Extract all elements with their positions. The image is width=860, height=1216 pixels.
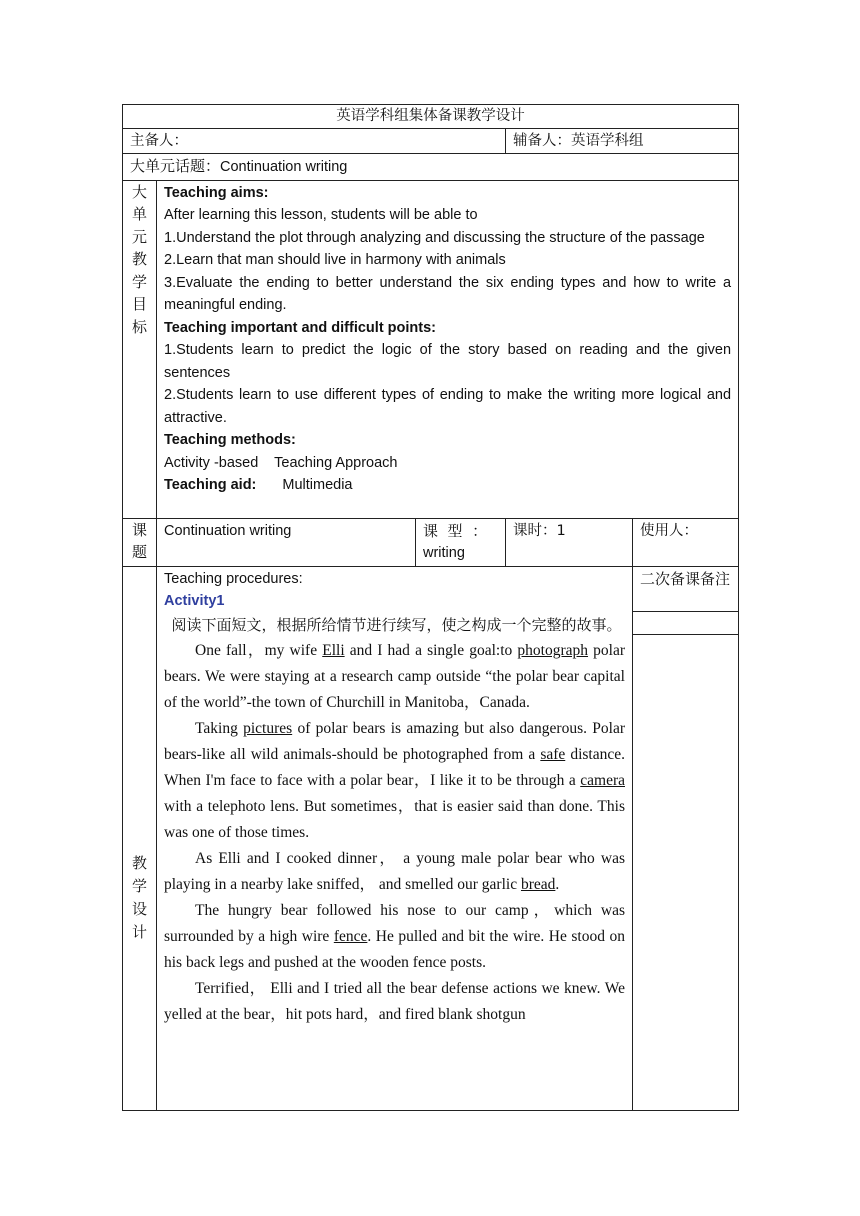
aims-intro: After learning this lesson, students will be able to	[164, 207, 478, 223]
story-paragraph-4	[164, 898, 625, 976]
story-text: The hungry bear followed his nose to our camp，which was surrounded by a high wire	[164, 901, 625, 945]
story-text: and I had a single goal:to	[344, 641, 518, 659]
story-text: .	[555, 875, 560, 893]
underlined-word: fence	[333, 927, 368, 945]
aims-heading: Teaching aims:	[164, 184, 269, 201]
lesson-topic-value: Continuation writing	[157, 518, 416, 566]
aid-heading: Teaching aid:	[164, 477, 257, 493]
side-char: 计	[131, 923, 147, 941]
lesson-plan-table	[122, 104, 739, 1111]
story-text: with a telephoto lens. But sometimes，that is easier said than done. This was one of those times.	[164, 797, 625, 841]
underlined-word: photograph	[517, 641, 589, 659]
lesson-user-cell: 使用人：	[633, 518, 739, 566]
side-char: 标	[131, 317, 147, 336]
story-paragraph-3	[164, 846, 625, 898]
activity-instruction: 阅读下面短文，根据所给情节进行续写，使之构成一个完整的故事。	[171, 615, 622, 634]
story-text: . He pulled and bit the wire. He stood on his back legs and pushed at the wooden fence posts.	[164, 927, 625, 971]
story-text: As Elli and I cooked dinner， a young male polar bear who was playing in a nearby lake sniffed， and smelled our garlic	[164, 849, 625, 893]
lead-preparer-cell: 主备人：	[123, 128, 506, 154]
side-char: 设	[131, 900, 147, 918]
aim-item: 1.Understand the plot through analyzing and discussing the structure of the passage	[164, 229, 705, 246]
story-paragraph-5: Terrified， Elli and I tried all the bear defense actions we knew. We yelled at the bear，hit pots hard，and fired blank shotgun	[164, 979, 625, 1023]
lesson-period-cell: 课时：1	[506, 518, 633, 566]
underlined-word: Elli	[322, 641, 345, 659]
points-heading: Teaching important and difficult points:	[164, 319, 436, 336]
side-char: 单	[131, 205, 147, 223]
design-side-label	[123, 566, 157, 1110]
lesson-topic-side-label	[123, 518, 157, 566]
story-text: One fall，my wife	[195, 641, 323, 659]
side-char: 学	[131, 877, 147, 895]
side-char: 课	[131, 520, 147, 539]
lesson-type-cell	[416, 518, 506, 566]
aim-item: 3.Evaluate the ending to better understand the six ending types and how to write a meaningful ending.	[164, 274, 732, 313]
side-char: 元	[131, 227, 147, 246]
design-content	[157, 566, 633, 1110]
side-char: 学	[131, 272, 147, 291]
side-char: 大	[131, 182, 147, 201]
procedures-label: Teaching procedures:	[164, 570, 303, 587]
second-prep-label: 二次备课备注	[633, 567, 738, 612]
underlined-word: pictures	[243, 719, 293, 737]
aid-line	[164, 474, 731, 497]
side-char: 目	[131, 295, 147, 313]
point-item: 2.Students learn to use different types of ending to make the writing more logical and attractive.	[164, 387, 732, 426]
underlined-word: safe	[540, 745, 566, 763]
unit-topic-value: Continuation writing	[220, 159, 348, 175]
story-text: Taking	[195, 719, 244, 737]
lesson-type-value: writing	[423, 545, 465, 561]
unit-aims-side-label	[123, 180, 157, 518]
lesson-type-label: 课 型 ：	[423, 521, 488, 540]
side-char: 题	[131, 543, 147, 561]
assistant-preparer-cell: 辅备人：英语学科组	[506, 128, 739, 154]
side-char: 教	[131, 250, 147, 268]
aim-item: 2.Learn that man should live in harmony with animals	[164, 252, 506, 268]
plan-title: 英语学科组集体备课教学设计	[123, 105, 739, 129]
unit-aims-content	[157, 180, 739, 518]
second-prep-divider	[633, 612, 738, 635]
side-char: 教	[131, 854, 147, 872]
point-item: 1.Students learn to predict the logic of the story based on reading and the given sentences	[164, 342, 732, 381]
second-prep-column	[633, 566, 739, 1110]
unit-topic-cell	[123, 154, 739, 181]
underlined-word: bread	[520, 875, 556, 893]
story-paragraph-1	[164, 638, 625, 716]
story-text: of polar bears is amazing but also dangerous. Polar bears-like all wild animals-should be photographed from a	[164, 719, 625, 763]
underlined-word: camera	[580, 771, 625, 789]
aid-value: Multimedia	[282, 477, 353, 493]
unit-topic-label: 大单元话题：	[130, 157, 221, 175]
methods-heading: Teaching methods:	[164, 432, 296, 448]
methods-value: Activity -based Teaching Approach	[164, 454, 398, 471]
story-text: polar bears. We were staying at a research camp outside “the polar bear capital of the world”-the town of Churchill in Manitoba，Canada.	[164, 641, 626, 711]
story-paragraph-2	[164, 716, 625, 846]
activity-label: Activity1	[164, 593, 225, 609]
story-text: distance. When I'm face to face with a polar bear，I like it to be through a	[164, 745, 625, 789]
